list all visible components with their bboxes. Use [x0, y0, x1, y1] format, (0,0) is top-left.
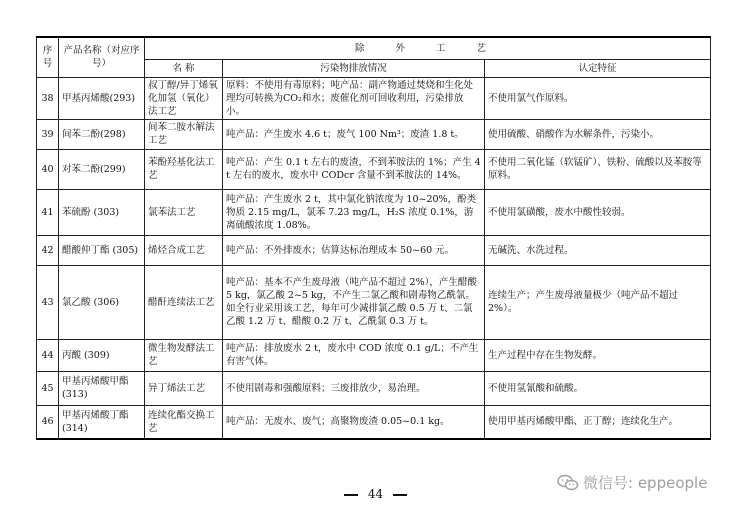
watermark-text: 微信号: eppeople: [583, 474, 708, 492]
row-name: 烯烃合成工艺: [145, 235, 223, 265]
row-pollution: 吨产品：基本不产生废母液（吨产品不超过 2%），产生醋酸 5 kg，氯乙酸 2~5 kg，不产生二氯乙酸和剧毒物乙酰氯。如全行业采用该工艺，每年可少减排氯乙酸 0.5 万 t、二氯乙酸 1.2 万 t、醋酸 0.2 万 t、乙酰氯 0.3 万 t。: [223, 265, 485, 339]
row-product: 氯乙酸 (306): [59, 265, 145, 339]
row-name: 间苯二胺水解法工艺: [145, 119, 223, 149]
row-pollution: 不使用剧毒和强酸原料；三废排放少，易治理。: [223, 371, 485, 405]
table-row: [37, 339, 711, 371]
header-process-group: 除 外 工 艺: [145, 37, 711, 59]
header-seq: 序号: [37, 37, 59, 77]
row-product: 对苯二酚(299): [59, 149, 145, 189]
header-product: 产品名称（对应序号）: [59, 37, 145, 77]
row-pollution: 原料：不使用有毒原料；吨产品：副产物通过焚烧和生化处理均可转换为CO₂和水；废催化剂可回收利用，污染排放小。: [223, 77, 485, 119]
row-name: 连续化酯交换工艺: [145, 405, 223, 439]
row-seq: 41: [37, 189, 59, 235]
row-features: 不使用氯气作原料。: [485, 77, 711, 119]
row-seq: 46: [37, 405, 59, 439]
row-pollution: 吨产品：产生废水 4.6 t；废气 100 Nm³；废渣 1.8 t。: [223, 119, 485, 149]
row-pollution: 吨产品：不外排废水；估算达标治理成本 50~60 元。: [223, 235, 485, 265]
document-page: [36, 36, 710, 440]
row-name: 苯酚羟基化法工艺: [145, 149, 223, 189]
table-row: [37, 235, 711, 265]
row-product: 苯硫酚 (303): [59, 189, 145, 235]
page-number: 44: [367, 487, 384, 501]
row-name: 醋酐连续法工艺: [145, 265, 223, 339]
footer-dash-left: [344, 494, 358, 496]
row-pollution: 吨产品：产生 0.1 t 左右的废渣，不到苯胺法的 1%；产生 4 t 左右的废水，废水中 CODcr 含量不到苯胺法的 14%。: [223, 149, 485, 189]
row-seq: 42: [37, 235, 59, 265]
row-features: 不使用氢氰酸和硫酸。: [485, 371, 711, 405]
row-pollution: 吨产品：排放废水 2 t，废水中 COD 浓度 0.1 g/L；不产生有害气体。: [223, 339, 485, 371]
header-name: 名 称: [145, 59, 223, 77]
table-row: [37, 149, 711, 189]
header-pollution: 污染物排放情况: [223, 59, 485, 77]
table-row: [37, 405, 711, 439]
row-seq: 40: [37, 149, 59, 189]
row-name: 异丁烯法工艺: [145, 371, 223, 405]
row-features: 使用甲基丙烯酸甲酯、正丁醇；连续化生产。: [485, 405, 711, 439]
row-features: 连续生产；产生废母液量极少（吨产品不超过 2%）。: [485, 265, 711, 339]
row-seq: 44: [37, 339, 59, 371]
table-row: [37, 189, 711, 235]
table-row: [37, 77, 711, 119]
row-product: 丙酸 (309): [59, 339, 145, 371]
row-product: 间苯二酚(298): [59, 119, 145, 149]
row-seq: 38: [37, 77, 59, 119]
row-product: 醋酸仲丁酯 (305): [59, 235, 145, 265]
table-row: [37, 265, 711, 339]
row-name: 氯苯法工艺: [145, 189, 223, 235]
row-seq: 43: [37, 265, 59, 339]
footer-dash-right: [393, 494, 407, 496]
row-features: 不使用二氧化锰（软锰矿）、铁粉、硫酸以及苯胺等原料。: [485, 149, 711, 189]
row-features: 使用硫酸、硝酸作为水解条件，污染小。: [485, 119, 711, 149]
row-name: 叔丁醇/异丁烯氧化加氢（氧化）法工艺: [145, 77, 223, 119]
row-seq: 45: [37, 371, 59, 405]
wechat-watermark: [557, 472, 707, 493]
table-body: [37, 77, 711, 439]
header-features: 认定特征: [485, 59, 711, 77]
row-product: 甲基丙烯酸甲酯 (313): [59, 371, 145, 405]
wechat-icon: [557, 474, 579, 492]
table-row: [37, 119, 711, 149]
row-pollution: 吨产品：产生废水 2 t，其中氯化钠浓度为 10~20%，酚类物质 2.15 mg/L，氯苯 7.23 mg/L，H₂S 浓度 0.1%，游离硫酸浓度 1.08%。: [223, 189, 485, 235]
row-product: 甲基丙烯酸(293): [59, 77, 145, 119]
table-row: [37, 371, 711, 405]
row-pollution: 吨产品：无废水、废气；高聚物废渣 0.05~0.1 kg。: [223, 405, 485, 439]
row-features: 不使用氯磺酸，废水中酸性较弱。: [485, 189, 711, 235]
row-features: 生产过程中存在生物发酵。: [485, 339, 711, 371]
process-table: [36, 36, 711, 440]
row-name: 微生物发酵法工艺: [145, 339, 223, 371]
row-seq: 39: [37, 119, 59, 149]
row-features: 无碱洗、水洗过程。: [485, 235, 711, 265]
row-product: 甲基丙烯酸丁酯 (314): [59, 405, 145, 439]
